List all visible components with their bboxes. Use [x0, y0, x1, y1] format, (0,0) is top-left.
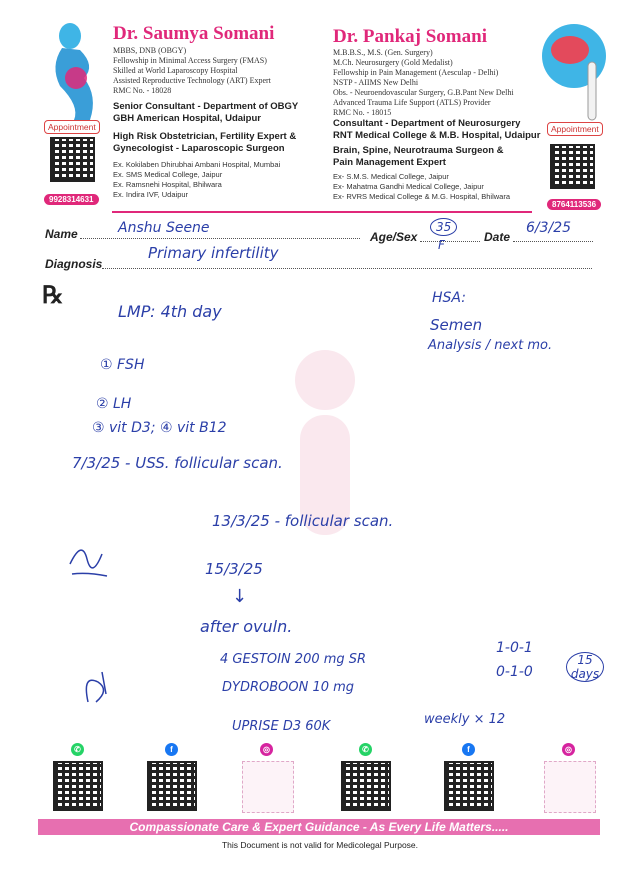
patient-age: 35 [430, 218, 457, 236]
instagram-icon: ◎ [260, 743, 273, 756]
credential-line: Advanced Trauma Life Support (ATLS) Provider [333, 98, 491, 107]
test-lh: ② LH [96, 396, 132, 412]
experience-list [113, 160, 280, 200]
doctor-name: Dr. Saumya Somani [113, 23, 275, 44]
patient-name: Anshu Seene [118, 220, 210, 236]
credential-line: MBBS, DNB (OBGY) [113, 46, 187, 55]
credential-line: NSTP - AIIMS New Delhi [333, 78, 419, 87]
position-line: GBH American Hospital, Udaipur [113, 113, 261, 124]
appointment-label: Appointment [547, 122, 603, 136]
medicine-gestoin: 4 GESTOIN 200 mg SR [220, 652, 367, 667]
specialty-line: Brain, Spine, Neurotrauma Surgeon & [333, 145, 504, 156]
diagnosis-text: Primary infertility [148, 244, 279, 262]
experience-line: Ex- RVRS Medical College & M.G. Hospital, Bhilwara [333, 192, 511, 201]
appointment-label: Appointment [44, 120, 100, 134]
credential-line: Fellowship in Minimal Access Surgery (FMAS) [113, 56, 267, 65]
credential-line: RMC No. - 18028 [113, 86, 172, 95]
specialty-line: Pain Management Expert [333, 157, 446, 168]
test-vitamins: ③ vit D3; ④ vit B12 [92, 420, 227, 436]
age-line [420, 241, 480, 242]
arrow-down: ↓ [232, 586, 248, 607]
gestoin-dose-alt: 0-1-0 [496, 664, 533, 680]
credentials-list [113, 46, 271, 96]
lmp-note: LMP: 4th day [118, 302, 222, 321]
pregnancy-logo-icon [40, 16, 102, 120]
phone-number: 9928314631 [44, 194, 99, 205]
credential-line: M.Ch. Neurosurgery (Gold Medalist) [333, 58, 453, 67]
disclaimer: This Document is not valid for Medicolegal Purpose. [221, 840, 419, 850]
appointment-qr-code[interactable] [50, 137, 95, 182]
facebook-qr-code[interactable] [444, 761, 494, 811]
experience-line: Ex. Kokilaben Dhirubhai Ambani Hospital, Mumbai [113, 160, 281, 169]
experience-list [333, 172, 510, 202]
credential-line: Skilled at World Laparoscopy Hospital [113, 66, 238, 75]
positions [113, 101, 298, 125]
header-divider [112, 211, 532, 213]
semen-note: Semen [430, 316, 483, 334]
instagram-qr-code[interactable] [544, 761, 596, 813]
follicular-scan-note: 13/3/25 - follicular scan. [212, 512, 394, 530]
position-line: RNT Medical College & M.B. Hospital, Udaipur [333, 130, 541, 141]
specialty [113, 131, 296, 155]
patient-sex: F [438, 238, 445, 252]
credential-line: Fellowship in Pain Management (Aesculap - Delhi) [333, 68, 499, 77]
uprise-frequency: weekly × 12 [424, 712, 506, 727]
visit-date: 6/3/25 [526, 220, 572, 236]
age-sex-label: Age/Sex [370, 230, 418, 244]
instagram-icon: ◎ [562, 743, 575, 756]
specialty [333, 145, 504, 169]
signature-mark [62, 534, 112, 584]
signature-mark [76, 664, 122, 708]
positions [333, 118, 540, 142]
medicine-dydroboon: DYDROBOON 10 mg [222, 680, 355, 695]
tagline-bar: Compassionate Care & Expert Guidance - As Every Life Matters..... [38, 819, 600, 835]
gestoin-dose: 1-0-1 [496, 640, 533, 656]
credential-line: M.B.B.S., M.S. (Gen. Surgery) [333, 48, 433, 57]
medicine-uprise: UPRISE D3 60K [232, 719, 331, 734]
second-date: 15/3/25 [205, 560, 263, 578]
specialty-line: High Risk Obstetrician, Fertility Expert & [113, 131, 297, 142]
analysis-note: Analysis / next mo. [428, 338, 553, 353]
whatsapp-icon: ✆ [71, 743, 84, 756]
credential-line: Obs. - Neuroendovascular Surgery, G.B.Pant New Delhi [333, 88, 514, 97]
specialty-line: Gynecologist - Laparoscopic Surgeon [113, 143, 285, 154]
instagram-qr-code[interactable] [242, 761, 294, 813]
credential-line: RMC No. - 18015 [333, 108, 392, 117]
test-fsh: ① FSH [100, 357, 145, 373]
uss-note: 7/3/25 - USS. follicular scan. [72, 454, 283, 472]
date-line [513, 241, 593, 242]
experience-line: Ex. Indira IVF, Udaipur [113, 190, 189, 199]
after-ovulation-note: after ovuln. [200, 617, 293, 636]
doctor-name: Dr. Pankaj Somani [333, 26, 487, 47]
diagnosis-line [102, 268, 592, 269]
experience-line: Ex. SMS Medical College, Jaipur [113, 170, 223, 179]
experience-line: Ex- Mahatma Gandhi Medical College, Jaipur [333, 182, 484, 191]
date-label: Date [484, 230, 511, 244]
facebook-qr-code[interactable] [147, 761, 197, 811]
whatsapp-qr-code[interactable] [53, 761, 103, 811]
gestoin-duration: 15 days [566, 652, 604, 682]
whatsapp-icon: ✆ [359, 743, 372, 756]
position-line: Senior Consultant - Department of OBGY [113, 101, 299, 112]
hsa-note: HSA: [432, 290, 466, 306]
whatsapp-qr-code[interactable] [341, 761, 391, 811]
name-line [80, 238, 360, 239]
experience-line: Ex- S.M.S. Medical College, Jaipur [333, 172, 449, 181]
phone-number: 8764113536 [547, 199, 601, 210]
appointment-qr-code[interactable] [550, 144, 595, 189]
position-line: Consultant - Department of Neurosurgery [333, 118, 521, 129]
facebook-icon: f [165, 743, 178, 756]
credential-line: Assisted Reproductive Technology (ART) Expert [113, 76, 271, 85]
experience-line: Ex. Ramsnehi Hospital, Bhilwara [113, 180, 222, 189]
brain-spine-logo-icon [540, 22, 612, 122]
rx-symbol: ℞ [42, 280, 64, 309]
credentials-list [333, 48, 514, 118]
diagnosis-label: Diagnosis [45, 257, 103, 271]
facebook-icon: f [462, 743, 475, 756]
name-label: Name [45, 227, 78, 241]
